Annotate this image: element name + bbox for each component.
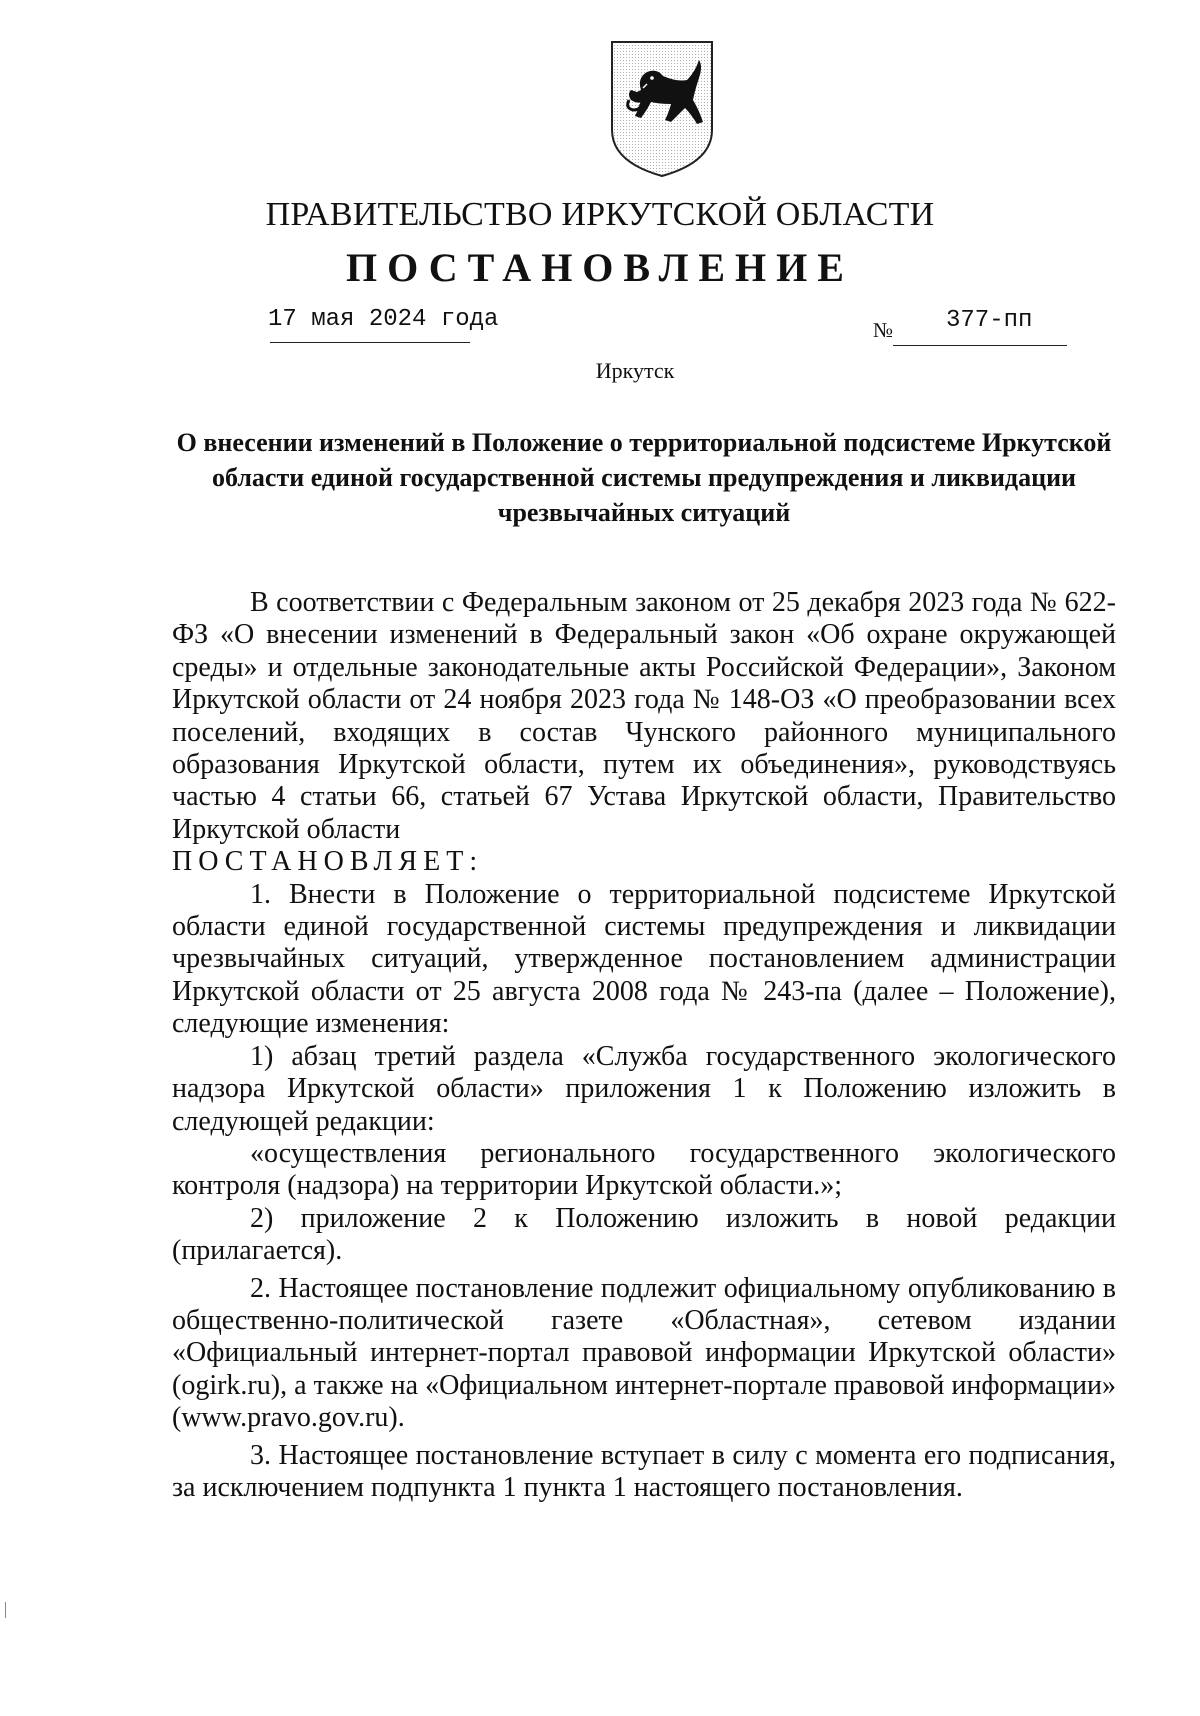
number-sign: № [873,318,894,342]
document-number: 377-пп [946,307,1033,334]
document-type-title: ПОСТАНОВЛЕНИЕ [346,245,854,290]
paragraph-1: 1. Внести в Положение о территориальной подсистеме Иркутской области единой государственной системы предупреждения и ликвидации чрезвычайных ситуаций, утвержденное постановлением администрации Иркутской области от 25 августа 2008 года № 243-па (далее – Положение), следующие изменения: [172,878,1116,1040]
document-body [172,587,1116,1504]
date-underline [270,342,470,343]
paragraph-1-1: 1) абзац третий раздела «Служба государственного экологического надзора Иркутской области» приложения 1 к Положению изложить в следующей редакции: [172,1040,1116,1137]
paragraph-2: 2. Настоящее постановление подлежит официальному опубликованию в общественно-политической газете «Областная», сетевом издании «Официальный интернет-портал правовой информации Иркутской области» (ogirk.ru), а также на «Официальном интернет-портале правовой информации» (www.pravo.gov.ru). [172,1272,1116,1434]
coat-of-arms-icon [607,38,717,180]
paragraph-3: 3. Настоящее постановление вступает в силу с момента его подписания, за исключением подпункта 1 пункта 1 настоящего постановления. [172,1439,1116,1503]
paragraph-1-1-quote: «осуществления регионального государственного экологического контроля (надзора) на территории Иркутской области.»; [172,1137,1116,1202]
government-title: ПРАВИТЕЛЬСТВО ИРКУТСКОЙ ОБЛАСТИ [265,196,935,233]
city-name: Иркутск [595,358,675,383]
paragraph-1-2: 2) приложение 2 к Положению изложить в новой редакции (прилагается). [172,1202,1116,1267]
number-underline [893,345,1067,346]
resolves-word: ПОСТАНОВЛЯЕТ: [172,846,484,878]
scan-margin-mark [5,1602,6,1618]
preamble-paragraph: В соответствии с Федеральным законом от 25 декабря 2023 года № 622-ФЗ «О внесении изменений в Федеральный закон «Об охране окружающей среды» и отдельные законодательные акты Российской Федерации», Законом Иркутской области от 24 ноября 2023 года № 148-ОЗ «О преобразовании всех поселений, входящих в состав Чунского районного муниципального образования Иркутской области, путем их объединения», руководствуясь частью 4 статьи 66, статьей 67 Устава Иркутской области, Правительство Иркутской области [172,587,1116,845]
document-heading: О внесении изменений в Положение о территориальной подсистеме Иркутской области единой государственной системы предупреждения и ликвидации чрезвычайных ситуаций [176,428,1112,527]
document-date: 17 мая 2024 года [268,306,499,333]
